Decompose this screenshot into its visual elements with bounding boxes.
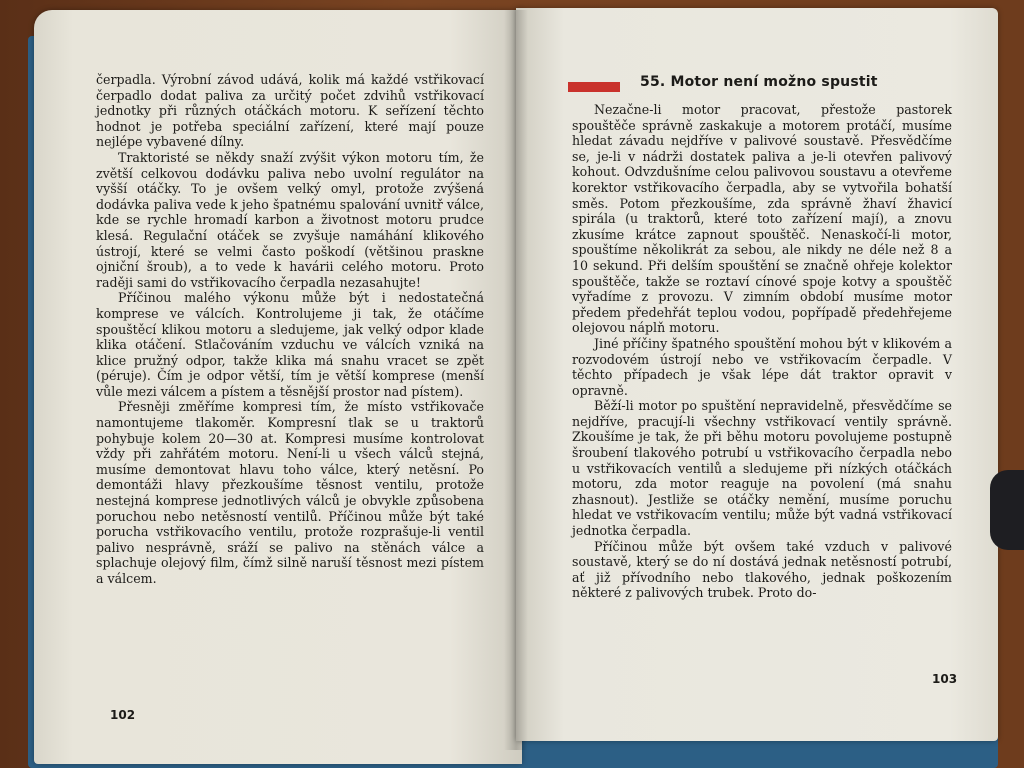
book-gutter [504,10,528,750]
paragraph: Jiné příčiny špatného spouštění mohou být v klikovém a rozvodovém ústrojí nebo ve vstřikovacím čerpadle. V těchto případech je však lépe dát traktor opravit v opravně. [572,335,952,398]
paragraph: Příčinou malého výkonu může být i nedostatečná komprese ve válcích. Kontrolujeme ji tak, že otáčíme spouštěcí klikou motoru a sledujeme, jak velký odpor klade klika otáčení. Stlačováním vzduchu ve válcích vzniká na klice pružný odpor, takže klika má snahu vracet se zpět (péruje). Čím je odpor větší, tím je větší komprese (menší vůle mezi válcem a pístem a těsnější prostor nad pístem). [96,290,484,399]
right-page-text [572,102,952,601]
paragraph: Běží-li motor po spuštění nepravidelně, přesvědčíme se nejdříve, pracují-li všechny vstřikovací ventily správně. Zkoušíme je tak, že při běhu motoru povolujeme postupně šroubení tlakového potrubí u vstřikovacího čerpadla nebo u vstřikovacích ventilů a sledujeme při nízkých otáčkách motoru, zda motor reaguje na povolení (má snahu zhasnout). Jestliže se otáčky nemění, musíme poruchu hledat ve vstřikovacím ventilu; může být vadná vstřikovací jednotka čerpadla. [572,398,952,539]
section-title: 55. Motor není možno spustit [640,74,878,90]
paragraph: Traktoristé se někdy snaží zvýšit výkon motoru tím, že zvětší celkovou dodávku paliva nebo uvolní regulátor na vyšší otáčky. To je ovšem velký omyl, protože zvýšená dodávka paliva vede k jeho špatnému spalování uvnitř válce, kde se rychle hromadí karbon a životnost motoru prudce klesá. Regulační otáček se zvyšuje namáhání klikového ústrojí, které se velmi často poškodí (většinou praskne ojniční šroub), a to vede k havárii celého motoru. Proto raději sami do vstřikovacího čerpadla nezasahujte! [96,149,484,290]
paragraph: Příčinou může být ovšem také vzduch v palivové soustavě, který se do ní dostává jednak netěsností potrubí, ať již přívodního nebo tlakového, jednak poškozením některé z palivových trubek. Proto do- [572,538,952,601]
paragraph: Přesněji změříme kompresi tím, že místo vstřikovače namontujeme tlakoměr. Kompresní tlak se u traktorů pohybuje kolem 20—30 at. Kompresi musíme kontrolovat vždy při zahřátém motoru. Není-li u všech válců stejná, musíme demontovat hlavu toho válce, který netěsní. Po demontáži hlavy přezkoušíme těsnost ventilu, protože nestejná komprese jednotlivých válců je obvykle způsobena poruchou nebo netěsností ventilů. Příčinou může být také porucha vstřikovacího ventilu, protože rozprašuje-li ventil palivo nesprávně, sráží se palivo na stěnách válce a splachuje olejový film, čímž silně naruší těsnost mezi pístem a válcem. [96,399,484,586]
left-page-text [96,72,484,587]
heading-marker [568,82,620,92]
left-page [34,10,522,764]
page-number: 103 [932,672,958,686]
right-page [516,8,998,741]
page-number: 102 [110,708,136,722]
open-book [20,6,1010,768]
clip-object [990,470,1024,550]
paragraph: čerpadla. Výrobní závod udává, kolik má každé vstřikovací čerpadlo dodat paliva za určitý počet zdvihů vstřikovací jednotky při různých otáčkách motoru. K seřízení těchto hodnot je potřeba speciální zařízení, které mají pouze nejlépe vybavené dílny. [96,72,484,150]
section-heading [568,74,968,96]
paragraph: Nezačne-li motor pracovat, přestože pastorek spouštěče správně zaskakuje a motorem protáčí, musíme hledat závadu nejdříve v palivové soustavě. Přesvědčíme se, je-li v nádrži dostatek paliva a je-li otevřen palivový kohout. Odvzdušníme celou palivovou soustavu a otevřeme korektor vstřikovacího čerpadla, aby se vytvořila bohatší směs. Potom přezkoušíme, zda správně žhaví žhavicí spirála (u traktorů, které toto zařízení mají), a znovu zkusíme krátce zapnout spouštěč. Nenaskočí-li motor, spouštíme několikrát za sebou, ale nikdy ne déle než 8 a 10 sekund. Při delším spouštění se značně ohřeje kolektor spouštěče, takže se roztaví cínové spoje kotvy a spouštěč vyřadíme z provozu. V zimním období musíme motor předem předehřát teplou vodou, popřípadě předehřejeme olejovou náplň motoru. [572,102,952,336]
